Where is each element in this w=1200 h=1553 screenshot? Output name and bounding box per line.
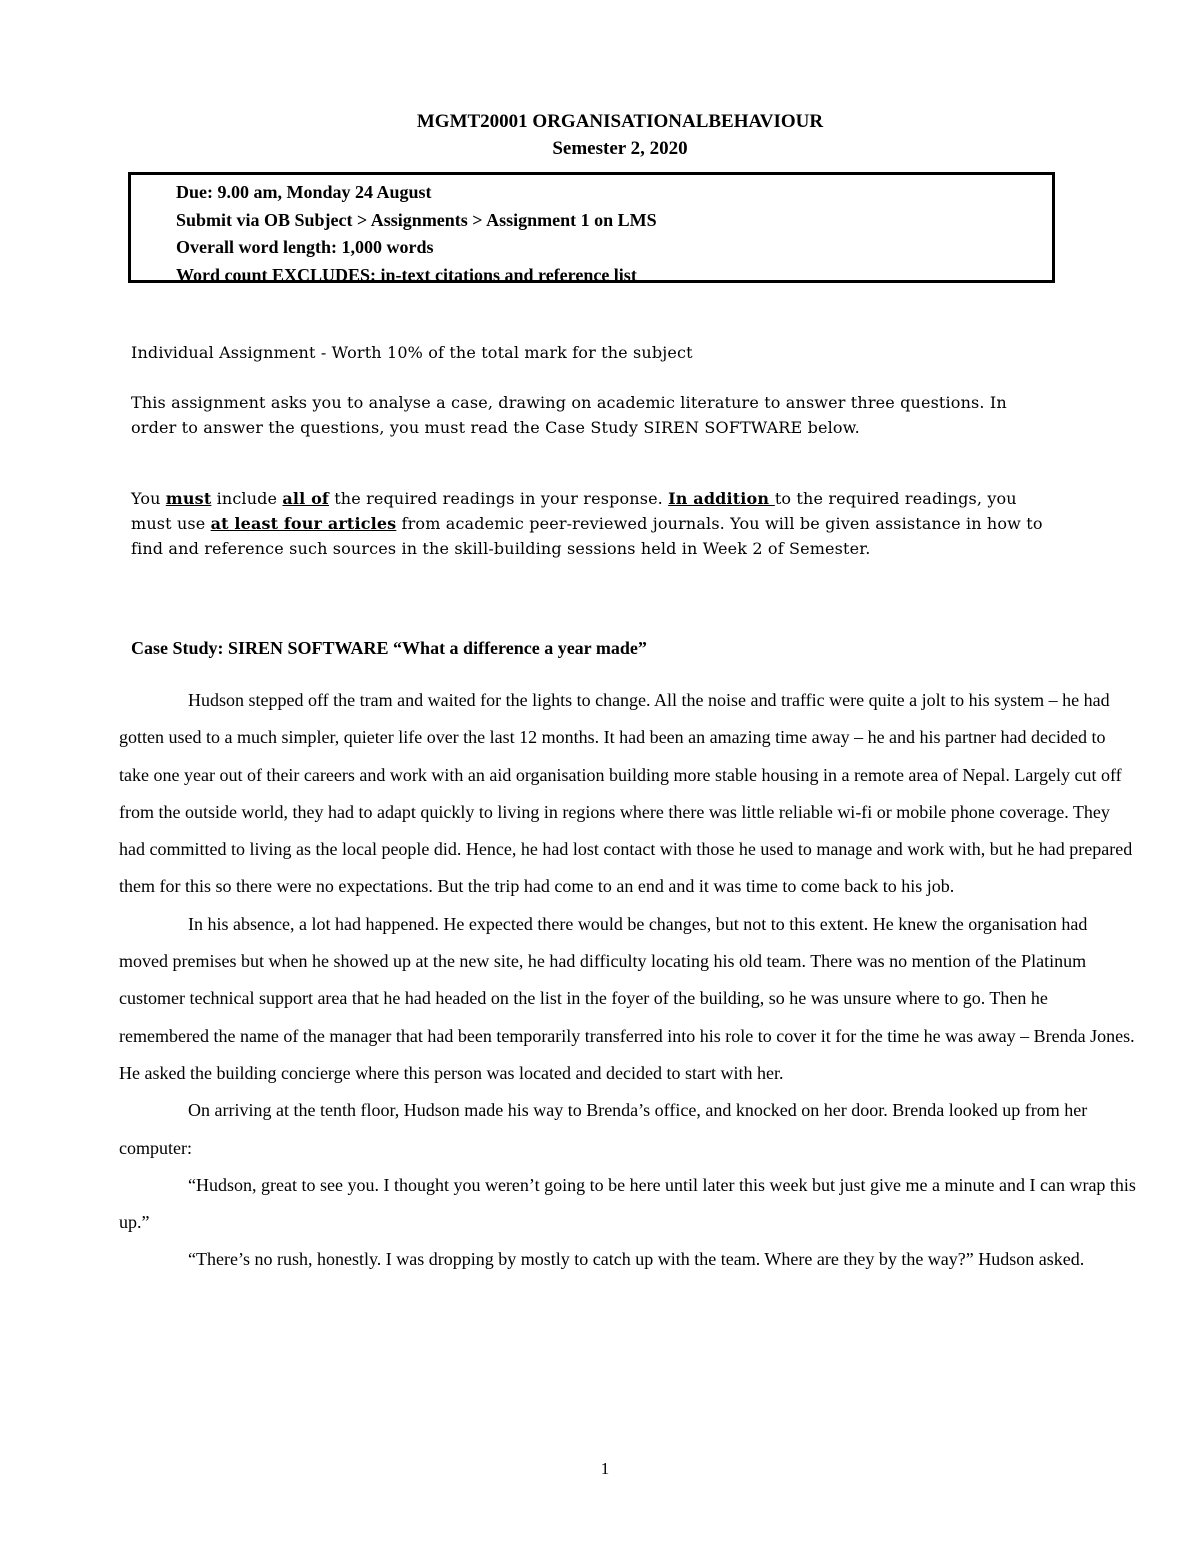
- emphasis-must: must: [165, 489, 212, 508]
- case-paragraph: In his absence, a lot had happened. He expected there would be changes, but not to this extent. He knew the organisation had moved premises but when he showed up at the new site, he had difficulty locating his old team. There was no mention of the Platinum customer technical support area that he had headed on the list in the foyer of the building, so he was unsure where to go. Then he remembered the name of the manager that had been temporarily transferred into his role to cover it for the time he was away – Brenda Jones. He asked the building concierge where this person was located and decided to start with her.: [119, 913, 1135, 1083]
- document-header: [0, 108, 1200, 162]
- submission-method: Submit via OB Subject > Assignments > Assignment 1 on LMS: [176, 209, 657, 230]
- word-count-exclusions: Word count EXCLUDES: in-text citations and reference list: [176, 264, 637, 285]
- due-date: Due: 9.00 am, Monday 24 August: [176, 182, 432, 202]
- case-paragraph: “There’s no rush, honestly. I was dropping by mostly to catch up with the team. Where are they by the way?” Hudson asked.: [188, 1249, 1085, 1270]
- case-paragraph: On arriving at the tenth floor, Hudson made his way to Brenda’s office, and knocked on her door. Brenda looked up from her computer:: [119, 1100, 1088, 1158]
- case-paragraph: Hudson stepped off the tram and waited for the lights to change. All the noise and traffic were quite a jolt to his system – he had gotten used to a much simpler, quieter life over the last 12 months. It had been an amazing time away – he and his partner had decided to take one year out of their careers and work with an aid organisation building more stable housing in a remote area of Nepal. Largely cut off from the outside world, they had to adapt quickly to living in regions where there was little reliable wi-fi or mobile phone coverage. They had committed to living as the local people did. Hence, he had lost contact with those he used to manage and work with, but he had prepared them for this so there were no expectations. But the trip had come to an end and it was time to come back to his job.: [119, 690, 1133, 897]
- case-paragraph: “Hudson, great to see you. I thought you weren’t going to be here until later this week but just give me a minute and I can wrap this up.”: [119, 1174, 1136, 1233]
- emphasis-all-of: all of: [282, 489, 329, 508]
- reading-requirements: You must include all of the required readings in your response. In addition to the required readings, you must use at least four articles from academic peer-reviewed journals. You will be given assistance in how to find and reference such sources in the skill-building sessions held in Week 2 of Semester.: [131, 489, 1043, 558]
- case-study-heading: Case Study: SIREN SOFTWARE “What a difference a year made”: [131, 638, 647, 658]
- page-number: 1: [600, 1459, 610, 1478]
- assignment-description: This assignment asks you to analyse a case, drawing on academic literature to answer three questions. In order to answer the questions, you must read the Case Study SIREN SOFTWARE below.: [131, 393, 1007, 437]
- case-study-body: [119, 682, 1139, 1279]
- word-length: Overall word length: 1,000 words: [176, 237, 434, 257]
- submission-info-box: [128, 172, 1055, 283]
- emphasis-in-addition: In addition: [668, 489, 775, 508]
- emphasis-four-articles: at least four articles: [210, 514, 397, 533]
- course-title: MGMT20001 ORGANISATIONALBEHAVIOUR: [416, 111, 824, 132]
- assignment-worth: Individual Assignment - Worth 10% of the total mark for the subject: [131, 343, 693, 362]
- semester-line: Semester 2, 2020: [552, 138, 688, 159]
